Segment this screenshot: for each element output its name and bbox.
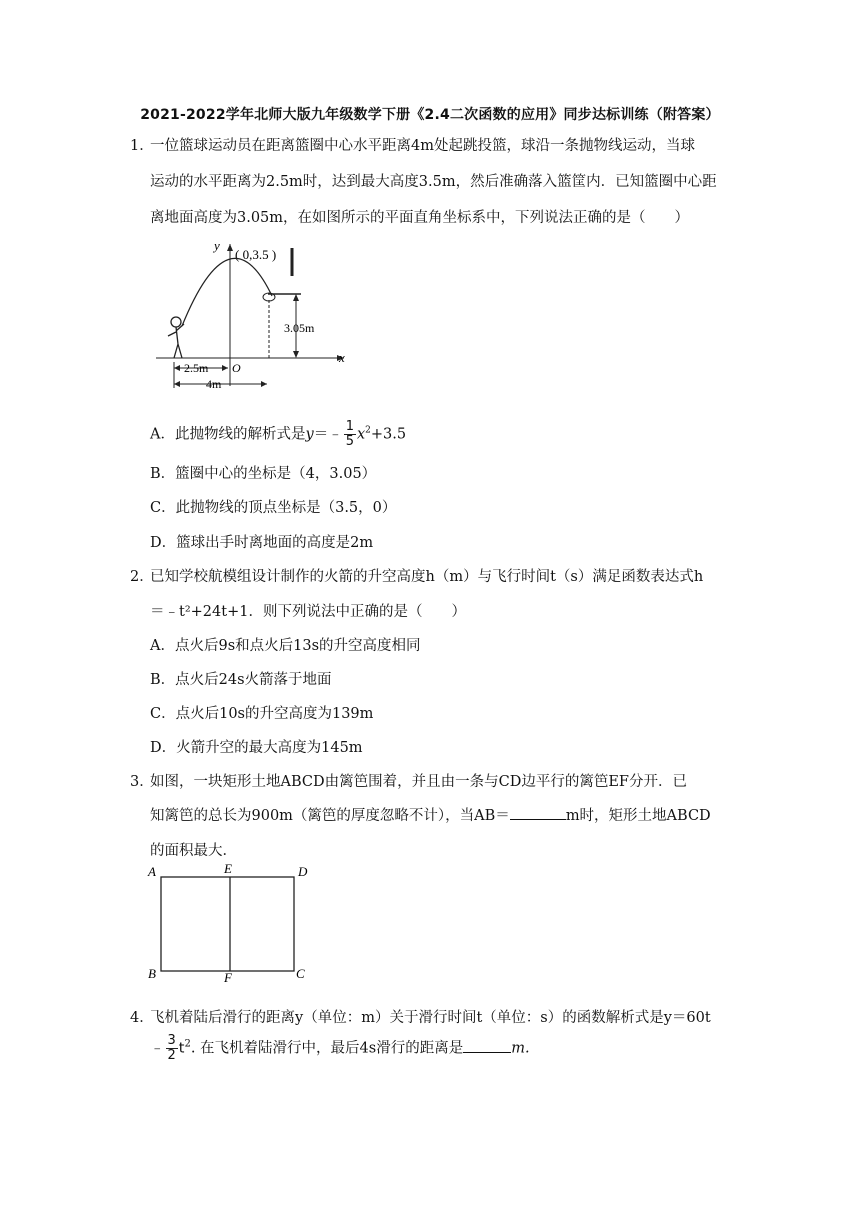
q3-line3: 的面积最大． xyxy=(150,843,237,859)
origin-label: O xyxy=(232,361,241,375)
q2-number: 2． xyxy=(130,569,154,585)
label-f: F xyxy=(224,970,232,982)
label-d: D xyxy=(298,864,308,879)
q1-figure-basketball xyxy=(148,236,358,396)
fraction-three-halves: $\frac{3}{2}$ xyxy=(167,1033,176,1063)
player-figure xyxy=(168,317,184,358)
document-title: 2021-2022学年北师大版九年级数学下册《2.4二次函数的应用》同步达标训练（附答案） xyxy=(140,107,720,123)
q3-figure-rectangle xyxy=(144,860,324,982)
q2-option-d: D．火箭升空的最大高度为145m xyxy=(150,740,363,756)
q2-line1: 已知学校航模组设计制作的火箭的升空高度h（m）与飞行时间t（s）满足函数表达式h xyxy=(150,569,704,585)
q3-answer-blank[interactable] xyxy=(510,805,566,820)
q2-line2: ＝﹣t²+24t+1．则下列说法中正确的是（ ） xyxy=(150,604,466,620)
x-axis-label: x xyxy=(339,350,345,365)
label-e: E xyxy=(224,861,232,876)
q3-line1: 如图，一块矩形土地ABCD由篱笆围着，并且由一条与CD边平行的篱笆EF分开．已 xyxy=(150,774,687,790)
dist2-label: 4m xyxy=(206,377,222,391)
height-label: 3.05m xyxy=(284,321,315,335)
y-axis-label: y xyxy=(214,238,220,253)
vertex-label: ( 0,3.5 ) xyxy=(235,247,277,262)
q1-option-c: C．此抛物线的顶点坐标是（3.5，0） xyxy=(150,500,397,516)
q4-number: 4． xyxy=(130,1010,154,1026)
fraction-one-fifth: $\frac{1}{5}$ xyxy=(345,419,354,449)
label-c: C xyxy=(296,966,305,981)
q1-number: 1． xyxy=(130,138,154,154)
q2-option-c: C．点火后10s的升空高度为139m xyxy=(150,706,374,722)
q4-line2: ﹣ $\frac{3}{2}$ $t^2$. 在飞机着陆滑行中，最后4s滑行的距离是 m. xyxy=(150,1033,530,1063)
q1-option-a: A．此抛物线的解析式是y＝﹣ $\frac{1}{5}$ $x^2+3.5$ xyxy=(150,419,407,449)
dist1-label: 2.5m xyxy=(184,361,209,375)
q1-option-b: B．篮圈中心的坐标是（4，3.05） xyxy=(150,466,377,482)
q1-line2: 运动的水平距离为2.5m时，达到最大高度3.5m，然后准确落入篮筐内．已知篮圈中心距 xyxy=(150,174,717,190)
label-a: A xyxy=(148,864,156,879)
q2-option-a: A．点火后9s和点火后13s的升空高度相同 xyxy=(150,638,421,654)
q1-line1: 一位篮球运动员在距离篮圈中心水平距离4m处起跳投篮，球沿一条抛物线运动，当球 xyxy=(150,138,695,154)
q3-number: 3． xyxy=(130,774,154,790)
q1-line3: 离地面高度为3.05m，在如图所示的平面直角坐标系中，下列说法正确的是（ ） xyxy=(150,210,690,226)
q3-line2: 知篱笆的总长为900m（篱笆的厚度忽略不计），当AB＝ m时，矩形土地ABCD xyxy=(150,804,711,825)
q4-answer-blank[interactable] xyxy=(463,1038,511,1053)
label-b: B xyxy=(148,966,156,981)
q2-option-b: B．点火后24s火箭落于地面 xyxy=(150,672,332,688)
q1-option-d: D．篮球出手时离地面的高度是2m xyxy=(150,535,374,551)
q4-line1: 飞机着陆后滑行的距离y（单位：m）关于滑行时间t（单位：s）的函数解析式是y＝60t xyxy=(150,1010,711,1026)
